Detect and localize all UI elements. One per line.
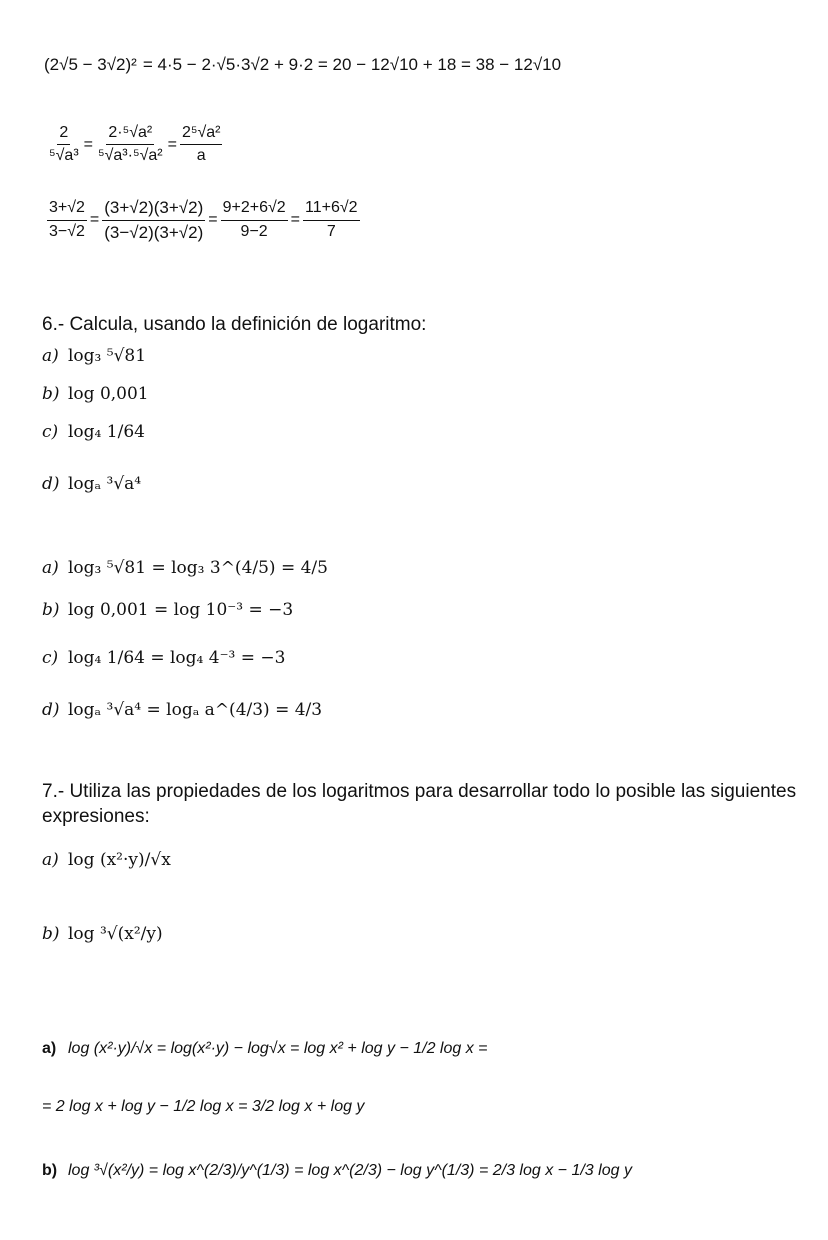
item-label: c) <box>42 422 59 442</box>
answer-expression: log ³√(x²/y) = log x^(2/3)/y^(1/3) = log x^(2/3) − log y^(1/3) = 2/3 log x − 1/3 log y <box>68 1162 632 1179</box>
numerator: 2⁵√a² <box>180 124 223 145</box>
item-label: d) <box>42 700 60 720</box>
item-label: a) <box>42 346 59 366</box>
answer-expression: log 0,001 = log 10⁻³ = −3 <box>68 600 294 620</box>
answer-expression: = 2 log x + log y − 1/2 log x = 3/2 log x + log y <box>42 1098 365 1115</box>
answer-6d <box>42 700 322 720</box>
exercise-7b <box>42 924 163 944</box>
answer-6c <box>42 648 286 668</box>
equals-sign: = <box>290 211 300 229</box>
section-7-title-line1: 7.- Utiliza las propiedades de los logaritmos para desarrollar todo lo posible las siguientes <box>42 781 797 802</box>
section-6-title: 6.- Calcula, usando la definición de logaritmo: <box>42 314 427 335</box>
exercise-expression: log₄ 1/64 <box>68 422 145 442</box>
fraction <box>96 124 165 166</box>
equals-sign: = <box>83 135 93 153</box>
item-label: b) <box>42 384 60 404</box>
denominator: a <box>196 147 206 165</box>
fraction <box>221 199 288 241</box>
item-label: a) <box>42 558 59 578</box>
numerator: 3+√2 <box>47 199 87 220</box>
answer-expression: logₐ ³√a⁴ = logₐ a^(4/3) = 4/3 <box>68 700 323 720</box>
item-label: b) <box>42 600 60 620</box>
answer-6a <box>42 558 328 578</box>
numerator: (3+√2)(3+√2) <box>102 198 205 221</box>
denominator: 9−2 <box>240 222 268 240</box>
answer-7b <box>42 1162 632 1180</box>
numerator: 9+2+6√2 <box>221 199 288 220</box>
answer-6b <box>42 600 293 620</box>
numerator: 11+6√2 <box>303 199 360 220</box>
denominator: (3−√2)(3+√2) <box>104 222 204 242</box>
exercise-expression: log₃ ⁵√81 <box>68 346 147 366</box>
eq-binomial-rhs: = 4·5 − 2·√5·3√2 + 9·2 = 20 − 12√10 + 18 = 38 − 12√10 <box>142 55 562 74</box>
exercise-6a <box>42 346 146 366</box>
denominator: 7 <box>326 222 336 240</box>
fraction <box>180 124 223 166</box>
section-7-title-line2: expresiones: <box>42 806 150 827</box>
item-label: a) <box>42 850 59 870</box>
answer-expression: log₄ 1/64 = log₄ 4⁻³ = −3 <box>68 648 286 668</box>
eq-binomial-square <box>44 55 561 75</box>
answer-expression: log₃ ⁵√81 = log₃ 3^(4/5) = 4/5 <box>68 558 328 578</box>
answer-7a-line1 <box>42 1040 488 1058</box>
exercise-6b <box>42 384 149 404</box>
fraction <box>47 124 81 166</box>
exercise-expression: log (x²·y)/√x <box>68 850 171 870</box>
denominator: ⁵√a³·⁵√a² <box>97 147 163 165</box>
exercise-7a <box>42 850 171 870</box>
equals-sign: = <box>89 211 100 229</box>
item-label: c) <box>42 648 59 668</box>
fraction <box>47 199 87 241</box>
exercise-expression: logₐ ³√a⁴ <box>68 474 142 494</box>
fraction <box>303 199 360 241</box>
numerator: 2·⁵√a² <box>106 124 154 145</box>
denominator: ⁵√a³ <box>49 147 79 165</box>
item-label: b) <box>42 924 60 944</box>
exercise-6d <box>42 474 141 494</box>
exercise-6c <box>42 422 145 442</box>
answer-7a-line2 <box>42 1098 364 1116</box>
exercise-expression: log ³√(x²/y) <box>68 924 163 944</box>
eq-rationalize-root <box>44 124 225 166</box>
item-label: d) <box>42 474 60 494</box>
equals-sign: = <box>167 135 177 153</box>
fraction <box>102 198 205 242</box>
item-label: b) <box>42 1162 58 1179</box>
denominator: 3−√2 <box>49 222 85 240</box>
item-label: a) <box>42 1040 57 1057</box>
equals-sign: = <box>208 211 218 229</box>
numerator: 2 <box>57 124 70 145</box>
exercise-expression: log 0,001 <box>68 384 149 404</box>
answer-expression: log (x²·y)/√x = log(x²·y) − log√x = log x² + log y − 1/2 log x = <box>68 1040 488 1057</box>
eq-binomial-lhs: (2√5 − 3√2)² <box>44 55 137 74</box>
eq-rationalize-binomial <box>44 198 363 242</box>
